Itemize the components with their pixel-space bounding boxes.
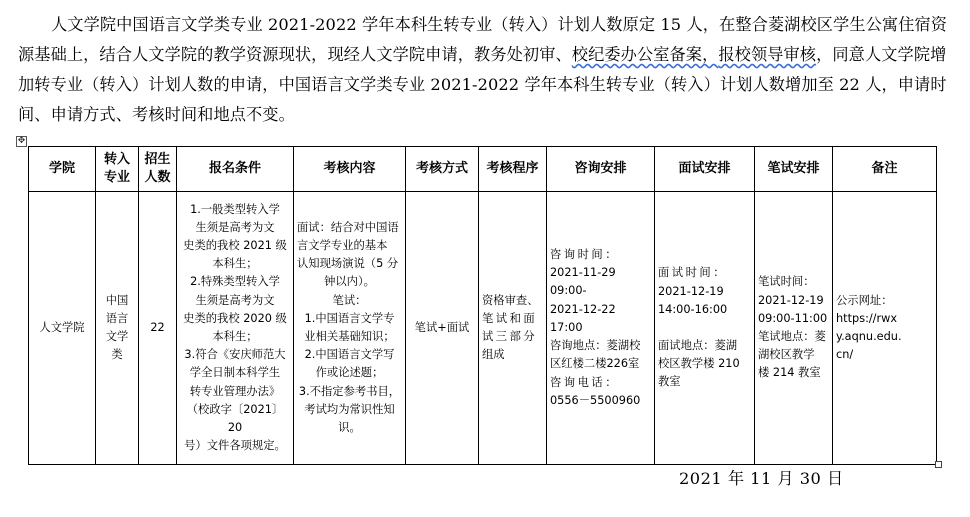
cell-quota: 22 [139,192,177,465]
cell-consult: 咨询时间： 2021-11-29 09:00- 2021-12-22 17:00 咨询地点：菱湖校 区红楼二楼226室 咨询电话： 0556－5500960 [547,192,655,465]
cell-college: 人文学院 [29,192,96,465]
document-date: 2021 年 11 月 30 日 [679,469,844,488]
cell-written: 笔试时间： 2021-12-19 09:00-11:00 笔试地点：菱 湖校区教学 楼 214 教室 [755,192,833,465]
cell-interview: 面试时间： 2021-12-19 14:00-16:00 面试地点：菱湖 校区教学楼 210 教室 [655,192,755,465]
header-consult: 咨询安排 [547,147,655,192]
header-written: 笔试安排 [755,147,833,192]
notice-paragraph [18,10,958,130]
notice-text-flagged-1: 校纪委办公室备案， [571,45,719,64]
notice-text-2: ，同意人文学院增加转专业（转入）计划人数的申请，中国语言文学类专业 2021-2022 学年本科生转专业（转入）计划人数增加至 22 人，申请时间、申请方式、考核时间和地点不变。 [18,45,947,124]
cell-method: 笔试+面试 [406,192,479,465]
note-url: https://rwx [836,311,898,325]
table-resize-handle-icon[interactable] [935,461,942,468]
notice-text-1: 人文学院中国语言文学类专业 2021-2022 学年本科生转专业（转入）计划人数原定 15 人，在整合菱湖校区学生公寓住宿资源基础上，结合人文学院的教学资源现状，现经人文学院申请，教务处初审、 [18,15,948,64]
table-row [29,192,937,465]
header-requirements: 报名条件 [177,147,294,192]
notice-text-flagged-2: 报校领导审核 [718,45,817,64]
table-header-row [29,147,937,192]
header-content: 考核内容 [294,147,406,192]
cell-requirements: 1.一般类型转入学 生须是高考为文 史类的我校 2021 级 本科生； 2.特殊类型转入学 生须是高考为文 史类的我校 2020 级 本科生； 3.符合《安庆师范大 学全日制本科学生 转专业管理办法》 （校政字〔2021〕20 号）文件各项规定。 [177,192,294,465]
header-college: 学院 [29,147,96,192]
header-quota: 招生 人数 [139,147,177,192]
header-interview: 面试安排 [655,147,755,192]
table-move-handle-icon[interactable]: ✥ [17,136,26,146]
header-procedure: 考核程序 [479,147,547,192]
cell-procedure: 资格审查、 笔试和面 试三部分 组成 [479,192,547,465]
header-method: 考核方式 [406,147,479,192]
header-note: 备注 [833,147,937,192]
cell-content: 面试：结合对中国语 言文学专业的基本 认知现场演说（5 分 钟以内）。 笔试： 1.中国语言文学专 业相关基础知识； 2.中国语言文学写 作或论述题； 3.不指定参考书目， 考试均为常识性知 识。 [294,192,406,465]
header-major: 转入 专业 [96,147,139,192]
transfer-plan-table [28,146,937,465]
cell-major: 中国 语言 文学 类 [96,192,139,465]
cell-note: 公示网址： https://rwx y.aqnu.edu. cn/ [833,192,937,465]
